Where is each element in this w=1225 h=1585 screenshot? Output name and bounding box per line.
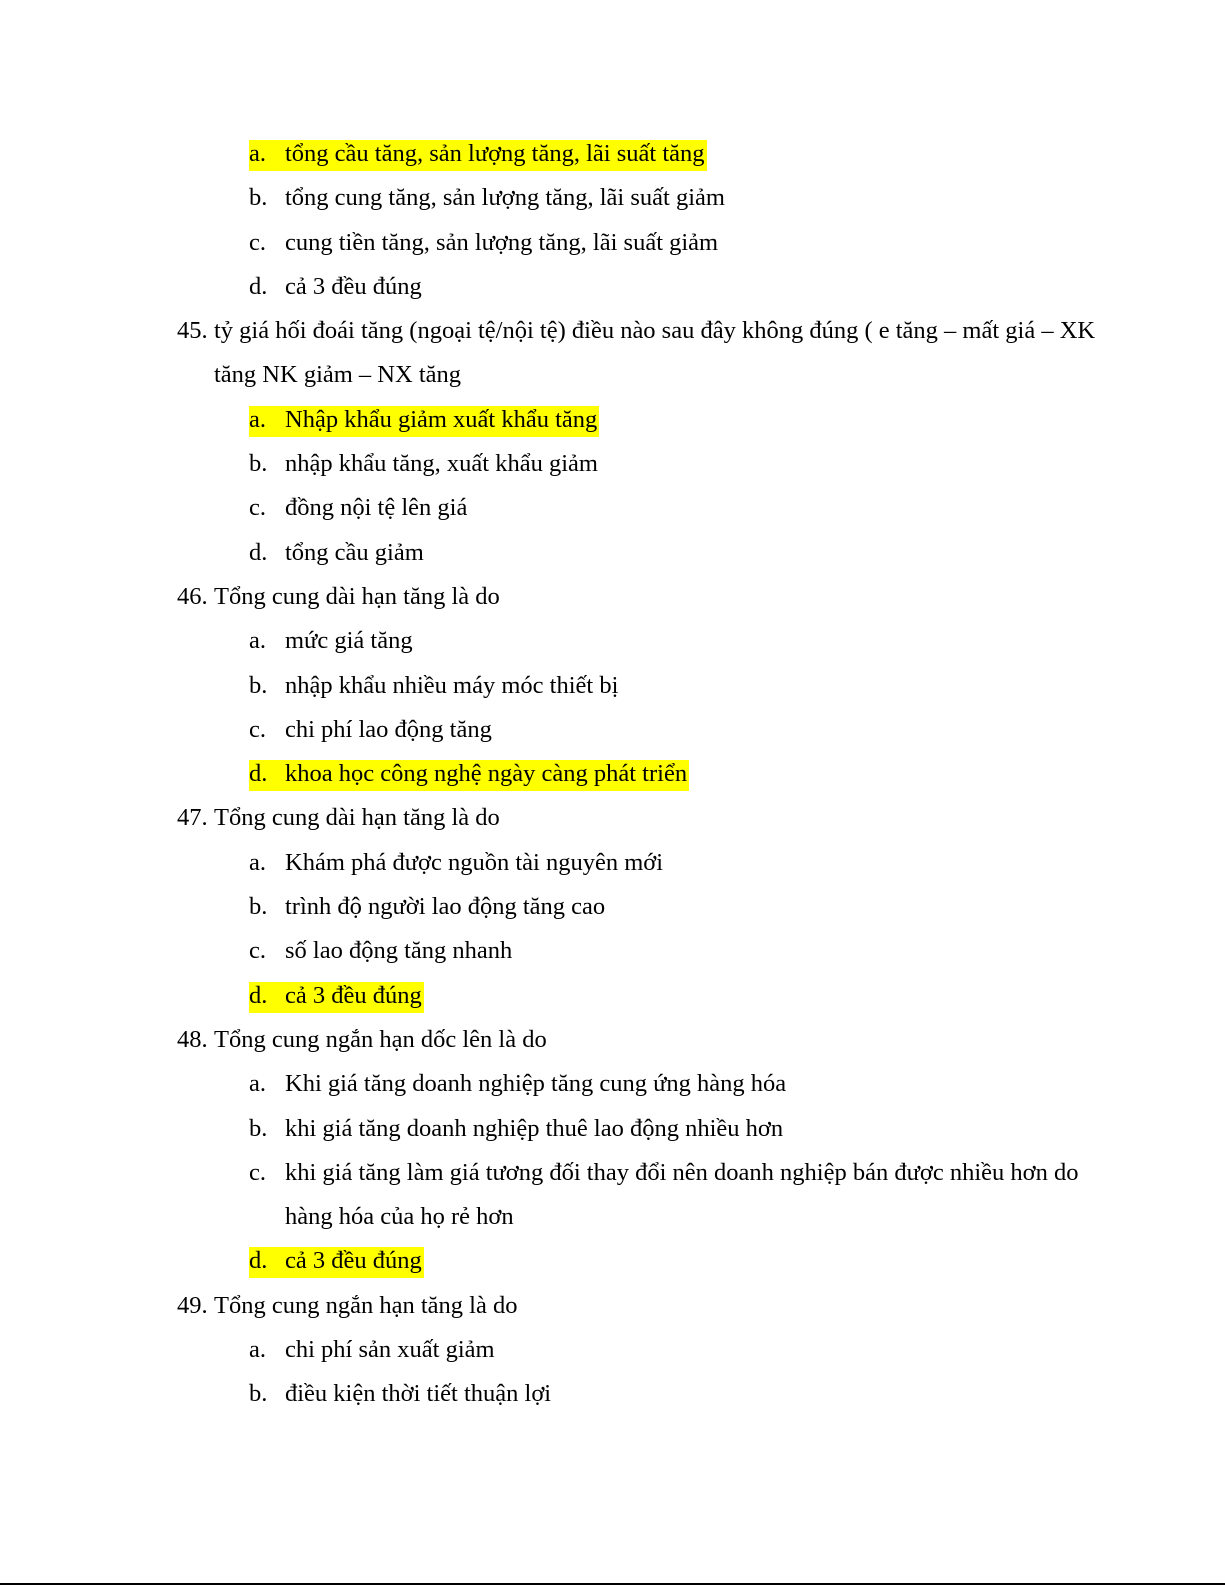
question-text: tỷ giá hối đoái tăng (ngoại tệ/nội tệ) điều nào sau đây không đúng ( e tăng – mất giá – XK — [214, 317, 1096, 345]
question-text: Tổng cung dài hạn tăng là do — [214, 582, 500, 610]
option-text: tổng cầu tăng, sản lượng tăng, lãi suất tăng — [285, 140, 705, 167]
question-line — [0, 1018, 1225, 1062]
document-page — [0, 132, 1225, 1417]
option-marker: b. — [249, 184, 268, 212]
option-marker: c. — [249, 937, 266, 965]
option-text: cung tiền tăng, sản lượng tăng, lãi suất giảm — [285, 228, 719, 256]
option-marker: a. — [249, 1070, 266, 1098]
option-marker: b. — [249, 671, 268, 699]
option-text: khi giá tăng doanh nghiệp thuê lao động nhiều hơn — [285, 1114, 784, 1142]
answer-option — [0, 708, 1225, 752]
continuation-line — [0, 1195, 1225, 1239]
option-text: mức giá tăng — [285, 627, 413, 655]
option-text: cả 3 đều đúng — [285, 981, 422, 1009]
question-line — [0, 1284, 1225, 1328]
answer-option — [0, 841, 1225, 885]
question-line — [0, 796, 1225, 840]
question-number: 45. — [177, 317, 208, 345]
option-text: cả 3 đều đúng — [285, 1247, 422, 1275]
answer-option — [0, 531, 1225, 575]
answer-option — [0, 221, 1225, 265]
option-text: nhập khẩu tăng, xuất khẩu giảm — [285, 450, 598, 478]
answer-option — [0, 1062, 1225, 1106]
question-text: Tổng cung dài hạn tăng là do — [214, 804, 500, 832]
continuation-text: hàng hóa của họ rẻ hơn — [285, 1203, 514, 1231]
option-text: khi giá tăng làm giá tương đối thay đổi nên doanh nghiệp bán được nhiều hơn do — [285, 1158, 1079, 1186]
option-text: số lao động tăng nhanh — [285, 937, 513, 965]
answer-option — [0, 1107, 1225, 1151]
option-marker: b. — [249, 450, 268, 478]
question-number: 46. — [177, 582, 208, 610]
answer-option — [0, 486, 1225, 530]
question-line — [0, 309, 1225, 353]
option-text: đồng nội tệ lên giá — [285, 494, 468, 522]
option-marker: a. — [249, 627, 266, 655]
question-number: 48. — [177, 1025, 208, 1053]
option-text: tổng cầu giảm — [285, 538, 424, 566]
answer-option — [0, 664, 1225, 708]
answer-option — [0, 1372, 1225, 1416]
option-marker: c. — [249, 1158, 266, 1186]
option-marker: a. — [249, 1336, 266, 1364]
option-text: chi phí lao động tăng — [285, 715, 492, 743]
continuation-text: tăng NK giảm – NX tăng — [214, 361, 461, 389]
option-text: cả 3 đều đúng — [285, 272, 422, 300]
answer-option-highlighted — [0, 752, 1225, 796]
option-marker: d. — [249, 981, 268, 1009]
question-number: 47. — [177, 804, 208, 832]
answer-option — [0, 176, 1225, 220]
question-text: Tổng cung ngắn hạn dốc lên là do — [214, 1025, 547, 1053]
option-marker: b. — [249, 1114, 268, 1142]
answer-option — [0, 929, 1225, 973]
option-marker: d. — [249, 272, 268, 300]
answer-option — [0, 265, 1225, 309]
option-text: Nhập khẩu giảm xuất khẩu tăng — [285, 405, 598, 433]
option-marker: c. — [249, 228, 266, 256]
continuation-line — [0, 353, 1225, 397]
answer-option — [0, 619, 1225, 663]
option-text: trình độ người lao động tăng cao — [285, 893, 606, 921]
option-marker: d. — [249, 538, 268, 566]
option-marker: b. — [249, 1380, 268, 1408]
option-text: Khám phá được nguồn tài nguyên mới — [285, 848, 664, 876]
option-marker: a. — [249, 405, 266, 433]
answer-option — [0, 442, 1225, 486]
answer-option-highlighted — [0, 974, 1225, 1018]
answer-option-highlighted — [0, 132, 1225, 176]
answer-option-highlighted — [0, 398, 1225, 442]
option-marker: d. — [249, 760, 268, 788]
question-text: Tổng cung ngắn hạn tăng là do — [214, 1291, 518, 1319]
option-text: Khi giá tăng doanh nghiệp tăng cung ứng hàng hóa — [285, 1070, 787, 1098]
option-marker: a. — [249, 140, 266, 167]
option-marker: c. — [249, 715, 266, 743]
answer-option-highlighted — [0, 1239, 1225, 1283]
option-marker: a. — [249, 848, 266, 876]
answer-option — [0, 885, 1225, 929]
option-text: điều kiện thời tiết thuận lợi — [285, 1380, 552, 1408]
option-text: khoa học công nghệ ngày càng phát triển — [285, 760, 688, 788]
option-marker: d. — [249, 1247, 268, 1275]
option-marker: b. — [249, 893, 268, 921]
question-number: 49. — [177, 1291, 208, 1319]
option-text: chi phí sản xuất giảm — [285, 1336, 495, 1364]
answer-option — [0, 1151, 1225, 1195]
option-marker: c. — [249, 494, 266, 522]
question-line — [0, 575, 1225, 619]
answer-option — [0, 1328, 1225, 1372]
option-text: nhập khẩu nhiều máy móc thiết bị — [285, 671, 619, 699]
option-text: tổng cung tăng, sản lượng tăng, lãi suất giảm — [285, 184, 725, 212]
